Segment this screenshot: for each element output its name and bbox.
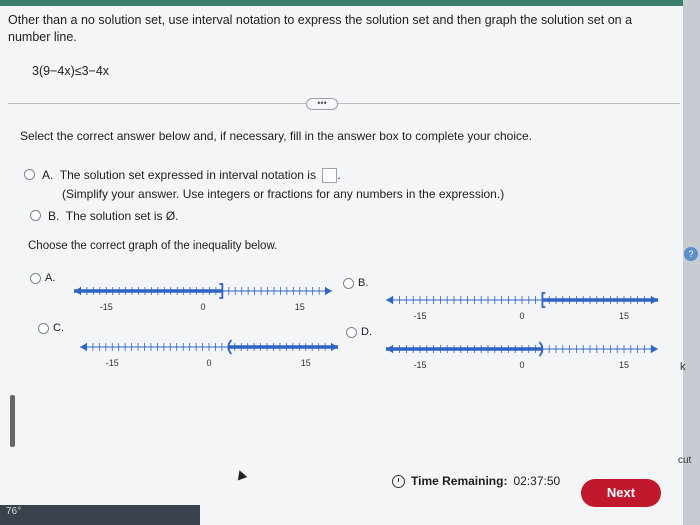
graph-a-letter: A. [45, 272, 56, 284]
help-icon[interactable]: ? [684, 247, 698, 261]
option-a-period: . [337, 168, 341, 182]
header-bar [0, 0, 700, 6]
option-b-radio[interactable] [30, 210, 41, 221]
graph-c-radio[interactable] [38, 323, 49, 334]
option-b [48, 209, 179, 223]
graph-b-radio[interactable] [343, 278, 354, 289]
tick-label: -15 [413, 360, 427, 370]
tick-label: 15 [618, 311, 630, 321]
graph-c-letter: C. [53, 322, 64, 334]
tick-label: 0 [206, 358, 212, 368]
arrow-left [80, 343, 87, 351]
option-a-letter: A. [42, 168, 54, 182]
tick-label: 15 [294, 302, 305, 312]
timer-label: Time Remaining: [411, 474, 508, 488]
arrow-left [386, 296, 393, 304]
scrollbar[interactable] [10, 395, 15, 447]
page [0, 6, 688, 525]
arrow-right [651, 345, 658, 353]
option-a-hint: (Simplify your answer. Use integers or fractions for any numbers in the expression.) [62, 187, 505, 201]
option-b-text: The solution set is Ø. [65, 209, 179, 223]
tick-label: 0 [519, 360, 525, 370]
divider [8, 103, 680, 104]
number-line-d [380, 339, 664, 375]
clock-icon [392, 475, 405, 488]
graph-d-radio[interactable] [346, 327, 357, 338]
tick-label: 0 [200, 302, 206, 312]
weather-readout: 76° [6, 506, 22, 517]
expand-button[interactable]: ••• [306, 98, 338, 110]
edge-text-k: k [680, 361, 686, 373]
arrow-right [325, 287, 332, 295]
tick-label: -15 [99, 302, 113, 312]
number-line-a [68, 281, 338, 317]
taskbar [0, 505, 200, 525]
option-a-text: The solution set expressed in interval notation is [59, 168, 316, 182]
question-expression: 3(9−4x)≤3−4x [32, 64, 110, 78]
question-text: Other than a no solution set, use interval notation to express the solution set and then graph the solution set on a number line. [8, 13, 633, 44]
option-a [42, 168, 341, 183]
graph-a-radio[interactable] [30, 273, 41, 284]
graph-b-letter: B. [358, 277, 369, 289]
instruction-text: Select the correct answer below and, if necessary, fill in the answer box to complete your choice. [20, 129, 533, 143]
graph-d-letter: D. [361, 326, 372, 338]
answer-input[interactable] [322, 168, 337, 183]
tick-label: 15 [300, 358, 311, 368]
tick-label: -15 [413, 311, 427, 321]
option-b-letter: B. [48, 209, 60, 223]
graph-prompt: Choose the correct graph of the inequality below. [28, 240, 278, 252]
next-button[interactable]: Next [581, 479, 661, 507]
tick-label: -15 [105, 358, 119, 368]
time-remaining [392, 474, 560, 488]
side-panel-strip [683, 0, 700, 525]
edge-text-cut: cut [678, 455, 692, 466]
number-line-b [380, 290, 664, 326]
timer-value: 02:37:50 [513, 474, 561, 488]
option-a-radio[interactable] [24, 169, 35, 180]
number-line-c [74, 337, 344, 373]
tick-label: 15 [618, 360, 630, 370]
tick-label: 0 [519, 311, 525, 321]
